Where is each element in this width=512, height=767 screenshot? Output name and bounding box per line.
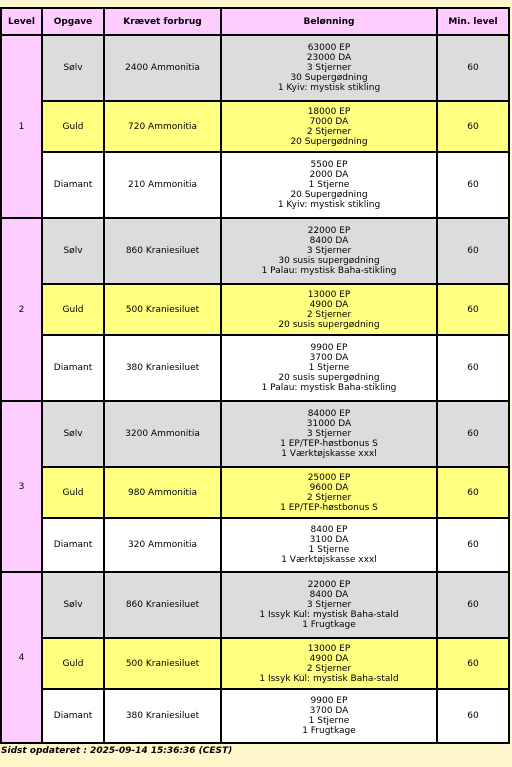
reward-line: 3700 DA (309, 706, 349, 716)
task-type-cell: Guld (42, 638, 104, 689)
reward-line: 4900 DA (309, 299, 349, 310)
reward-line: 9900 EP (310, 343, 348, 353)
reward-line: 30 Supergødning (290, 73, 368, 83)
task-type-cell: Sølv (42, 35, 104, 101)
required-consumption-cell: 720 Ammonitia (104, 101, 221, 152)
table-body (1, 35, 509, 743)
min-level-cell: 60 (437, 335, 509, 401)
reward-line: 1 Stjerne (308, 180, 350, 190)
reward-line: 3100 DA (309, 535, 349, 545)
table-row (1, 689, 509, 743)
table-row (1, 35, 509, 101)
task-type-cell: Sølv (42, 401, 104, 467)
reward-line: 1 Frugtkage (302, 726, 356, 736)
reward-line: 20 Supergødning (290, 190, 368, 200)
required-consumption-cell: 320 Ammonitia (104, 518, 221, 572)
reward-line: 20 susis supergødning (278, 319, 380, 330)
task-type-cell: Guld (42, 101, 104, 152)
required-consumption-cell: 380 Kraniesiluet (104, 335, 221, 401)
reward-line: 8400 EP (310, 525, 348, 535)
table-row (1, 638, 509, 689)
reward-cell (221, 284, 437, 335)
reward-line: 1 Palau: mystisk Baha-stikling (261, 383, 397, 393)
min-level-cell: 60 (437, 218, 509, 284)
table-row (1, 401, 509, 467)
reward-line: 1 Frugtkage (302, 620, 356, 630)
header-row (1, 8, 509, 35)
reward-line: 2 Stjerner (306, 663, 352, 674)
reward-cell (221, 152, 437, 218)
reward-line: 3 Stjerner (306, 63, 352, 73)
table-row (1, 335, 509, 401)
reward-line: 3 Stjerner (306, 429, 352, 439)
reward-line: 1 EP/TEP-høstbonus S (280, 439, 378, 449)
required-consumption-cell: 210 Ammonitia (104, 152, 221, 218)
reward-line: 3 Stjerner (306, 246, 352, 256)
task-type-cell: Guld (42, 467, 104, 518)
reward-cell (221, 401, 437, 467)
reward-cell (221, 35, 437, 101)
reward-cell (221, 638, 437, 689)
required-consumption-cell: 2400 Ammonitia (104, 35, 221, 101)
table-row (1, 518, 509, 572)
header-level: Level (1, 8, 42, 35)
reward-cell (221, 101, 437, 152)
level-cell: 1 (1, 35, 42, 218)
min-level-cell: 60 (437, 572, 509, 638)
reward-line: 1 Kyiv: mystisk stikling (277, 200, 381, 210)
level-cell: 3 (1, 401, 42, 572)
task-type-cell: Diamant (42, 335, 104, 401)
task-type-cell: Diamant (42, 152, 104, 218)
reward-line: 1 Værktøjskasse xxxl (281, 449, 377, 459)
min-level-cell: 60 (437, 401, 509, 467)
reward-cell (221, 572, 437, 638)
required-consumption-cell: 500 Kraniesiluet (104, 284, 221, 335)
required-consumption-cell: 380 Kraniesiluet (104, 689, 221, 743)
required-consumption-cell: 500 Kraniesiluet (104, 638, 221, 689)
reward-line: 1 Palau: mystisk Baha-stikling (261, 266, 397, 276)
header-task: Opgave (42, 8, 104, 35)
reward-line: 1 Issyk Kul: mystisk Baha-stald (259, 610, 399, 620)
min-level-cell: 60 (437, 101, 509, 152)
table-row (1, 218, 509, 284)
reward-cell (221, 335, 437, 401)
reward-line: 1 EP/TEP-høstbonus S (280, 502, 378, 513)
min-level-cell: 60 (437, 152, 509, 218)
reward-line: 2 Stjerner (306, 309, 352, 320)
reward-line: 3700 DA (309, 353, 349, 363)
reward-line: 18000 EP (307, 106, 351, 117)
task-type-cell: Diamant (42, 689, 104, 743)
event-rewards-table (0, 7, 510, 744)
reward-line: 22000 EP (307, 226, 351, 236)
required-consumption-cell: 3200 Ammonitia (104, 401, 221, 467)
reward-line: 8400 DA (309, 590, 349, 600)
reward-line: 13000 EP (307, 643, 351, 654)
task-type-cell: Sølv (42, 572, 104, 638)
reward-line: 20 susis supergødning (278, 373, 380, 383)
level-cell: 2 (1, 218, 42, 401)
task-type-cell: Guld (42, 284, 104, 335)
reward-line: 22000 EP (307, 580, 351, 590)
reward-cell (221, 518, 437, 572)
reward-line: 63000 EP (307, 43, 351, 53)
table-row (1, 284, 509, 335)
header-reward: Belønning (221, 8, 437, 35)
reward-line: 20 Supergødning (290, 136, 368, 147)
reward-cell (221, 218, 437, 284)
reward-line: 2000 DA (309, 170, 349, 180)
reward-line: 1 Stjerne (308, 545, 350, 555)
last-updated-text: Sidst opdateret : 2025-09-14 15:36:36 (CEST) (1, 746, 233, 756)
reward-line: 9900 EP (310, 696, 348, 706)
reward-line: 1 Kyiv: mystisk stikling (277, 83, 381, 93)
reward-line: 31000 DA (306, 419, 352, 429)
header-min-level: Min. level (437, 8, 509, 35)
task-type-cell: Diamant (42, 518, 104, 572)
reward-line: 2 Stjerner (306, 492, 352, 503)
required-consumption-cell: 860 Kraniesiluet (104, 572, 221, 638)
min-level-cell: 60 (437, 284, 509, 335)
reward-line: 1 Værktøjskasse xxxl (281, 555, 377, 565)
min-level-cell: 60 (437, 638, 509, 689)
reward-line: 2 Stjerner (306, 126, 352, 137)
reward-line: 23000 DA (306, 53, 352, 63)
min-level-cell: 60 (437, 35, 509, 101)
reward-line: 1 Stjerne (308, 363, 350, 373)
reward-cell (221, 689, 437, 743)
header-required-consumption: Krævet forbrug (104, 8, 221, 35)
table-row (1, 467, 509, 518)
table-row (1, 572, 509, 638)
reward-cell (221, 467, 437, 518)
required-consumption-cell: 980 Ammonitia (104, 467, 221, 518)
reward-line: 1 Issyk Kul: mystisk Baha-stald (259, 673, 399, 684)
level-cell: 4 (1, 572, 42, 743)
reward-line: 84000 EP (307, 409, 351, 419)
reward-line: 7000 DA (309, 116, 349, 127)
reward-line: 9600 DA (309, 482, 349, 493)
reward-line: 5500 EP (310, 160, 348, 170)
table-row (1, 152, 509, 218)
table-row (1, 101, 509, 152)
reward-line: 4900 DA (309, 653, 349, 664)
min-level-cell: 60 (437, 689, 509, 743)
reward-line: 13000 EP (307, 289, 351, 300)
task-type-cell: Sølv (42, 218, 104, 284)
min-level-cell: 60 (437, 518, 509, 572)
required-consumption-cell: 860 Kraniesiluet (104, 218, 221, 284)
reward-line: 3 Stjerner (306, 600, 352, 610)
reward-line: 30 susis supergødning (278, 256, 380, 266)
reward-line: 8400 DA (309, 236, 349, 246)
reward-line: 1 Stjerne (308, 716, 350, 726)
reward-line: 25000 EP (307, 472, 351, 483)
min-level-cell: 60 (437, 467, 509, 518)
